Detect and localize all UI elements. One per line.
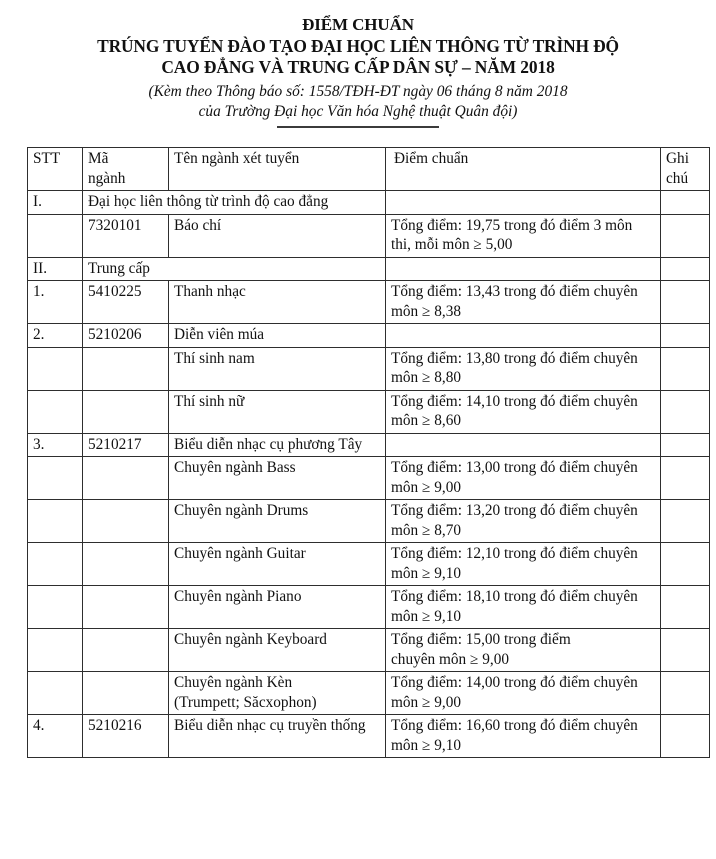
cell-ghi-chu [661, 257, 710, 281]
cell-ten-nganh: Thanh nhạc [169, 281, 386, 324]
column-header-ma-nganh-line2: ngành [88, 169, 126, 187]
cell-ma-nganh [83, 390, 169, 433]
cell-diem-chuan: Tổng điểm: 18,10 trong đó điểm chuyên môn ≥ 9,10 [386, 586, 661, 629]
cell-diem-chuan-line2: chuyên môn ≥ 9,00 [391, 650, 510, 668]
cell-diem-chuan: Tổng điểm: 13,80 trong đó điểm chuyên môn ≥ 8,80 [386, 347, 661, 390]
table-row [28, 390, 710, 433]
cell-ma-nganh [83, 586, 169, 629]
table-row [28, 672, 710, 715]
cell-ten-nganh: Thí sinh nam [169, 347, 386, 390]
table-header-row [28, 148, 710, 191]
cell-diem-chuan [386, 191, 661, 215]
cell-ma-nganh [83, 629, 169, 672]
document-subtitle-line-1: (Kèm theo Thông báo số: 1558/TĐH-ĐT ngày 06 tháng 8 năm 2018 [148, 82, 568, 100]
cell-ghi-chu [661, 629, 710, 672]
cell-section-label: Đại học liên thông từ trình độ cao đẳng [83, 191, 386, 215]
table-header [28, 148, 710, 191]
cell-ghi-chu [661, 324, 710, 348]
cell-ghi-chu [661, 543, 710, 586]
table-row [28, 433, 710, 457]
document-title-line-1: ĐIỂM CHUẨN [302, 15, 414, 34]
cell-diem-chuan: Tổng điểm: 14,10 trong đó điểm chuyên môn ≥ 8,60 [386, 390, 661, 433]
cell-stt [28, 543, 83, 586]
cell-stt [28, 672, 83, 715]
cell-ma-nganh: 5410225 [83, 281, 169, 324]
table-row [28, 281, 710, 324]
column-header-stt: STT [28, 148, 83, 191]
cell-stt [28, 390, 83, 433]
cell-diem-chuan: Tổng điểm: 12,10 trong đó điểm chuyên môn ≥ 9,10 [386, 543, 661, 586]
cell-stt: II. [28, 257, 83, 281]
cell-diem-chuan [386, 629, 661, 672]
cell-section-label: Trung cấp [83, 257, 386, 281]
cell-ma-nganh: 5210216 [83, 715, 169, 758]
cell-stt [28, 214, 83, 257]
cell-ma-nganh [83, 347, 169, 390]
table-row [28, 500, 710, 543]
cell-ten-nganh-line1: Chuyên ngành Kèn [174, 674, 293, 691]
cell-ten-nganh: Chuyên ngành Drums [169, 500, 386, 543]
cell-diem-chuan: Tổng điểm: 13,00 trong đó điểm chuyên môn ≥ 9,00 [386, 457, 661, 500]
cell-ten-nganh: Thí sinh nữ [169, 390, 386, 433]
cell-ma-nganh [83, 457, 169, 500]
table-row [28, 543, 710, 586]
cell-ghi-chu [661, 214, 710, 257]
cell-diem-chuan: Tổng điểm: 14,00 trong đó điểm chuyên môn ≥ 9,00 [386, 672, 661, 715]
cell-ghi-chu [661, 715, 710, 758]
document-subtitle-line-2: của Trường Đại học Văn hóa Nghệ thuật Quân đội) [198, 102, 518, 120]
cell-ten-nganh: Biểu diễn nhạc cụ phương Tây [169, 433, 386, 457]
table-row [28, 586, 710, 629]
cell-stt: I. [28, 191, 83, 215]
column-header-ghi-chu-line1: Ghi [666, 150, 689, 167]
cell-stt [28, 347, 83, 390]
table-row [28, 214, 710, 257]
cell-stt: 4. [28, 715, 83, 758]
column-header-ghi-chu [661, 148, 710, 191]
cell-ghi-chu [661, 191, 710, 215]
column-header-ma-nganh-line1: Mã [88, 150, 109, 167]
cell-diem-chuan [386, 324, 661, 348]
cell-ma-nganh: 7320101 [83, 214, 169, 257]
table-row [28, 347, 710, 390]
cell-ten-nganh: Chuyên ngành Bass [169, 457, 386, 500]
cell-diem-chuan: Tổng điểm: 19,75 trong đó điểm 3 môn thi, mỗi môn ≥ 5,00 [386, 214, 661, 257]
cell-ten-nganh: Báo chí [169, 214, 386, 257]
column-header-diem-chuan: Điểm chuẩn [386, 148, 661, 191]
cell-diem-chuan: Tổng điểm: 13,43 trong đó điểm chuyên môn ≥ 8,38 [386, 281, 661, 324]
column-header-ma-nganh [83, 148, 169, 191]
cell-ma-nganh: 5210206 [83, 324, 169, 348]
cell-stt [28, 500, 83, 543]
scores-table [27, 147, 710, 758]
cell-diem-chuan-line1: Tổng điểm: 15,00 trong điểm [391, 631, 571, 648]
scores-table-wrap [27, 147, 709, 758]
cell-ghi-chu [661, 281, 710, 324]
cell-ten-nganh: Diễn viên múa [169, 324, 386, 348]
cell-ten-nganh [169, 672, 386, 715]
table-body [28, 191, 710, 758]
heading-divider-wrap [0, 126, 716, 128]
table-row [28, 191, 710, 215]
cell-ghi-chu [661, 500, 710, 543]
cell-ten-nganh: Biểu diễn nhạc cụ truyền thống [169, 715, 386, 758]
cell-diem-chuan: Tổng điểm: 16,60 trong đó điểm chuyên môn ≥ 9,10 [386, 715, 661, 758]
document-title-line-2: TRÚNG TUYỂN ĐÀO TẠO ĐẠI HỌC LIÊN THÔNG TỪ TRÌNH ĐỘ [97, 35, 619, 56]
cell-ma-nganh [83, 543, 169, 586]
cell-ma-nganh [83, 500, 169, 543]
column-header-ghi-chu-line2: chú [666, 169, 689, 187]
cell-ten-nganh: Chuyên ngành Keyboard [169, 629, 386, 672]
cell-diem-chuan [386, 257, 661, 281]
cell-diem-chuan: Tổng điểm: 13,20 trong đó điểm chuyên môn ≥ 8,70 [386, 500, 661, 543]
heading-divider [277, 126, 439, 128]
cell-ghi-chu [661, 457, 710, 500]
cell-ghi-chu [661, 433, 710, 457]
cell-ghi-chu [661, 672, 710, 715]
cell-stt [28, 457, 83, 500]
table-row [28, 257, 710, 281]
cell-ma-nganh [83, 672, 169, 715]
column-header-ten-nganh: Tên ngành xét tuyển [169, 148, 386, 191]
table-row [28, 324, 710, 348]
cell-diem-chuan [386, 433, 661, 457]
cell-stt: 1. [28, 281, 83, 324]
cell-ten-nganh: Chuyên ngành Guitar [169, 543, 386, 586]
cell-ghi-chu [661, 347, 710, 390]
cell-ghi-chu [661, 390, 710, 433]
cell-stt: 3. [28, 433, 83, 457]
cell-ten-nganh: Chuyên ngành Piano [169, 586, 386, 629]
cell-ten-nganh-line2: (Trumpett; Săcxophon) [174, 693, 317, 711]
table-row [28, 629, 710, 672]
table-row [28, 715, 710, 758]
cell-ghi-chu [661, 586, 710, 629]
document-heading [0, 0, 716, 128]
cell-stt: 2. [28, 324, 83, 348]
cell-ma-nganh: 5210217 [83, 433, 169, 457]
table-row [28, 457, 710, 500]
document-title-line-3: CAO ĐẲNG VÀ TRUNG CẤP DÂN SỰ – NĂM 2018 [161, 57, 555, 77]
cell-stt [28, 586, 83, 629]
cell-stt [28, 629, 83, 672]
